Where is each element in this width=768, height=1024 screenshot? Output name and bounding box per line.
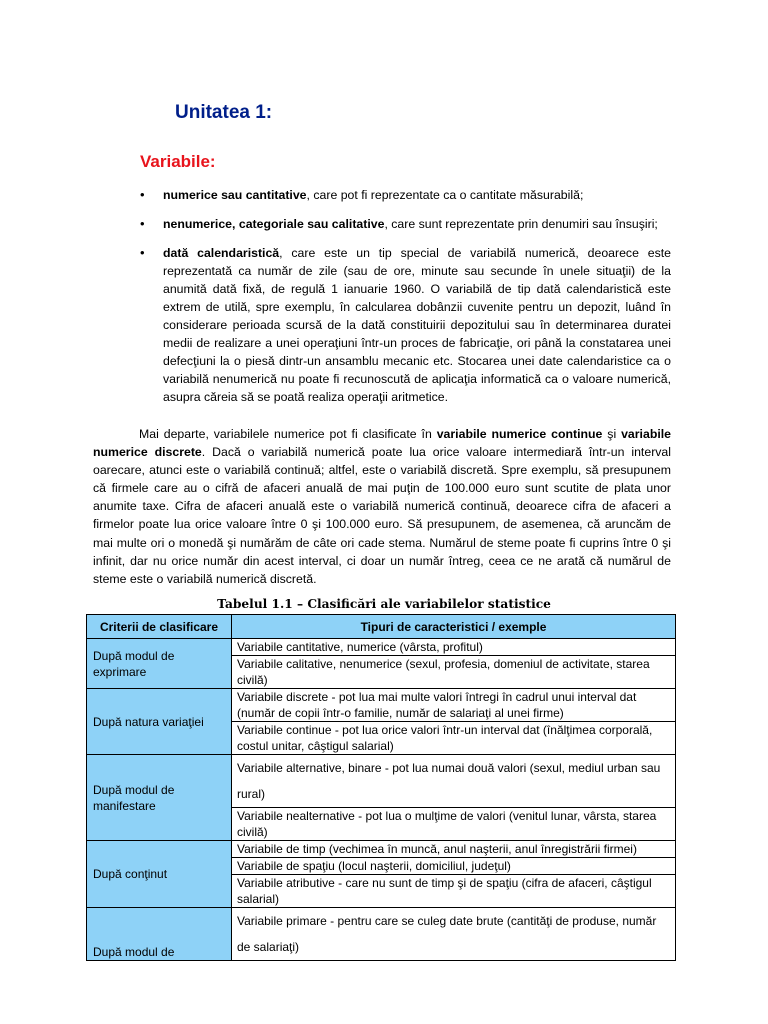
criterion-cell: După modul de exprimare bbox=[87, 639, 232, 689]
example-cell: Variabile de timp (vechimea în muncă, anul naşterii, anul înregistrării firmei) bbox=[232, 841, 676, 858]
table-row bbox=[87, 689, 676, 722]
table-header-row bbox=[87, 615, 676, 639]
unit-title: Unitatea 1: bbox=[175, 102, 273, 123]
criterion-cell: După modul de bbox=[87, 908, 232, 961]
list-item-text: , care este un tip special de variabilă numerică, deoarece este reprezentată ca număr de zile (sau de ore, minute sau secunde în unele situaţii) de la anumită dată fixă, de regulă 1 ianuarie 1960. O variabilă de tip dată calendaristică este extrem de utilă, spre exemplu, în calcularea dobânzii cuvenite pentru un depozit, luând în considerare perioada scursă de la dată constituirii depozitului sau în determinarea duratei medii de realizare a unei operaţiuni într-un proces de fabricaţie, ori până la constatarea unei defecţiuni la o piesă dintr-un ansamblu mecanic etc. Stocarea unei date calendaristice ca o variabilă nenumerică nu poate fi recunoscută de aplicaţia informatică ca o valoare numerică, asupra căreia să se poată realiza operaţii aritmetice. bbox=[163, 246, 671, 404]
variable-types-list bbox=[140, 186, 671, 417]
bullet-icon: • bbox=[140, 245, 145, 260]
column-header: Tipuri de caracteristici / exemple bbox=[232, 615, 676, 639]
example-cell: Variabile primare - pentru care se culeg date brute (cantităţi de produse, număr de salariaţi) bbox=[232, 908, 676, 961]
variables-heading: Variabile: bbox=[140, 152, 216, 171]
table-row bbox=[87, 908, 676, 961]
example-cell: Variabile continue - pot lua orice valori într-un interval dat (înălţimea corporală, costul unitar, câştigul salarial) bbox=[232, 722, 676, 755]
list-item-term: dată calendaristică bbox=[163, 246, 280, 260]
bullet-icon: • bbox=[140, 187, 145, 202]
paragraph-text: Mai departe, variabilele numerice pot fi clasificate în bbox=[139, 427, 437, 441]
table-caption: Tabelul 1.1 – Clasificări ale variabilelor statistice bbox=[217, 597, 551, 611]
list-item-text: , care pot fi reprezentate ca o cantitate măsurabilă; bbox=[306, 188, 584, 202]
bullet-icon: • bbox=[140, 216, 145, 231]
list-item bbox=[140, 244, 671, 406]
example-cell: Variabile nealternative - pot lua o mulţime de valori (venitul lunar, vârsta, starea civilă) bbox=[232, 808, 676, 841]
paragraph-text: şi bbox=[602, 427, 622, 441]
example-cell: Variabile de spaţiu (locul naşterii, domiciliul, judeţul) bbox=[232, 858, 676, 875]
column-header: Criterii de clasificare bbox=[87, 615, 232, 639]
classification-table bbox=[86, 614, 676, 961]
example-cell: Variabile alternative, binare - pot lua numai două valori (sexul, mediul urban sau rural) bbox=[232, 755, 676, 808]
example-cell: Variabile calitative, nenumerice (sexul, profesia, domeniul de activitate, starea civilă) bbox=[232, 656, 676, 689]
criterion-cell: După conţinut bbox=[87, 841, 232, 908]
list-item-term: nenumerice, categoriale sau calitative bbox=[163, 217, 385, 231]
paragraph-term: variabile numerice continue bbox=[436, 427, 603, 441]
paragraph-term: variabile numerice discrete bbox=[93, 427, 671, 460]
example-cell: Variabile discrete - pot lua mai multe valori întregi în cadrul unui interval dat (număr de copii într-o familie, număr de salariaţi al unei firme) bbox=[232, 689, 676, 722]
example-cell: Variabile atributive - care nu sunt de timp şi de spaţiu (cifra de afaceri, câştigul salarial) bbox=[232, 875, 676, 908]
list-item-text: , care sunt reprezentate prin denumiri sau însuşiri; bbox=[384, 217, 658, 231]
table-row bbox=[87, 639, 676, 656]
table-row bbox=[87, 841, 676, 858]
list-item bbox=[140, 215, 671, 233]
example-cell: Variabile cantitative, numerice (vârsta, profitul) bbox=[232, 639, 676, 656]
body-paragraph bbox=[93, 425, 671, 588]
criterion-cell: După natura variaţiei bbox=[87, 689, 232, 755]
paragraph-text: . Dacă o variabilă numerică poate lua orice valoare intermediară într-un interval oarecare, atunci este o variabilă continuă; altfel, este o variabilă discretă. Spre exemplu, să presupunem că firmele care au o cifră de afaceri anuală de mai puţin de 100.000 euro sunt scutite de plata unor anumite taxe. Cifra de afaceri anuală este o variabilă numerică continuă, deoarece cifra de afaceri a firmelor poate lua orice valoare între 0 şi 100.000 euro. Să presupunem, de asemenea, că aruncăm de mai multe ori o monedă şi numărăm de câte ori cade stema. Numărul de steme poate fi cuprins între 0 şi infinit, dar nu orice număr din acest interval, ci doar un număr întreg, ceea ce ne arată că numărul de steme este o variabilă numerică discretă. bbox=[93, 445, 672, 586]
list-item bbox=[140, 186, 671, 204]
list-item-term: numerice sau cantitative bbox=[163, 188, 307, 202]
criterion-cell: După modul de manifestare bbox=[87, 755, 232, 841]
table-row bbox=[87, 755, 676, 808]
